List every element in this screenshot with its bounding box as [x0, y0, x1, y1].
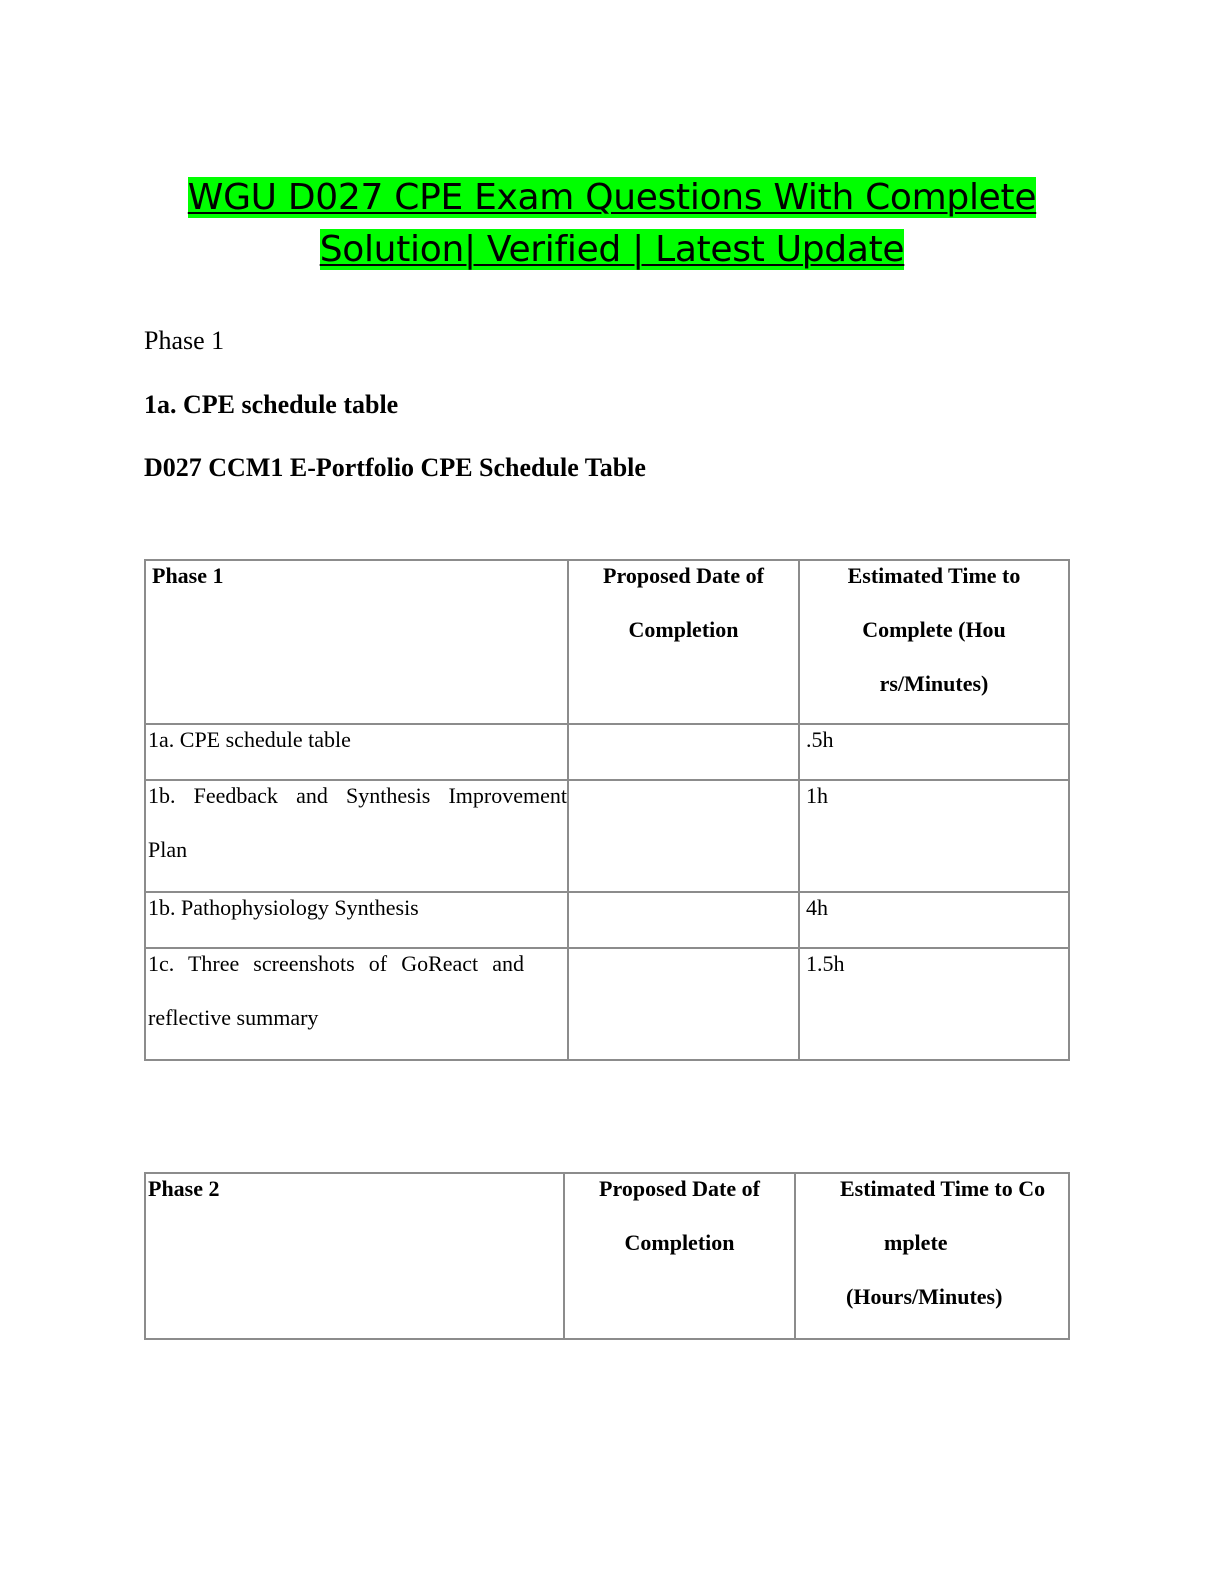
table-row [145, 780, 1069, 892]
title-line-1: WGU D027 CPE Exam Questions With Complete [187, 177, 1037, 218]
document-title [60, 172, 1164, 276]
time-cell: .5h [799, 724, 1069, 780]
title-line-2: Solution| Verified | Latest Update [319, 229, 905, 270]
schedule-table-phase-1 [144, 559, 1070, 1061]
header-phase: Phase 2 [145, 1173, 564, 1339]
date-cell [568, 724, 799, 780]
date-cell [568, 948, 799, 1060]
phase-label: Phase 1 [144, 326, 225, 355]
header-proposed-date: Proposed Date of Completion [568, 560, 799, 724]
time-cell: 1h [799, 780, 1069, 892]
task-cell: 1a. CPE schedule table [145, 724, 568, 780]
task-cell: 1b. Pathophysiology Synthesis [145, 892, 568, 948]
section-heading: 1a. CPE schedule table [144, 390, 399, 419]
header-proposed-date: Proposed Date of Completion [564, 1173, 795, 1339]
table-header-row [145, 1173, 1069, 1339]
table-heading: D027 CCM1 E-Portfolio CPE Schedule Table [144, 453, 646, 482]
header-estimated-time: Estimated Time to Co mplete (Hours/Minutes) [795, 1173, 1069, 1339]
table-header-row [145, 560, 1069, 724]
task-cell: 1c. Three screenshots of GoReact and reflective summary [145, 948, 568, 1060]
task-cell: 1b. Feedback and Synthesis Improvement Plan [145, 780, 568, 892]
header-estimated-time: Estimated Time to Complete (Hou rs/Minutes) [799, 560, 1069, 724]
date-cell [568, 780, 799, 892]
date-cell [568, 892, 799, 948]
time-cell: 1.5h [799, 948, 1069, 1060]
header-phase: Phase 1 [145, 560, 568, 724]
schedule-table-phase-2 [144, 1172, 1070, 1340]
table-row [145, 948, 1069, 1060]
time-cell: 4h [799, 892, 1069, 948]
